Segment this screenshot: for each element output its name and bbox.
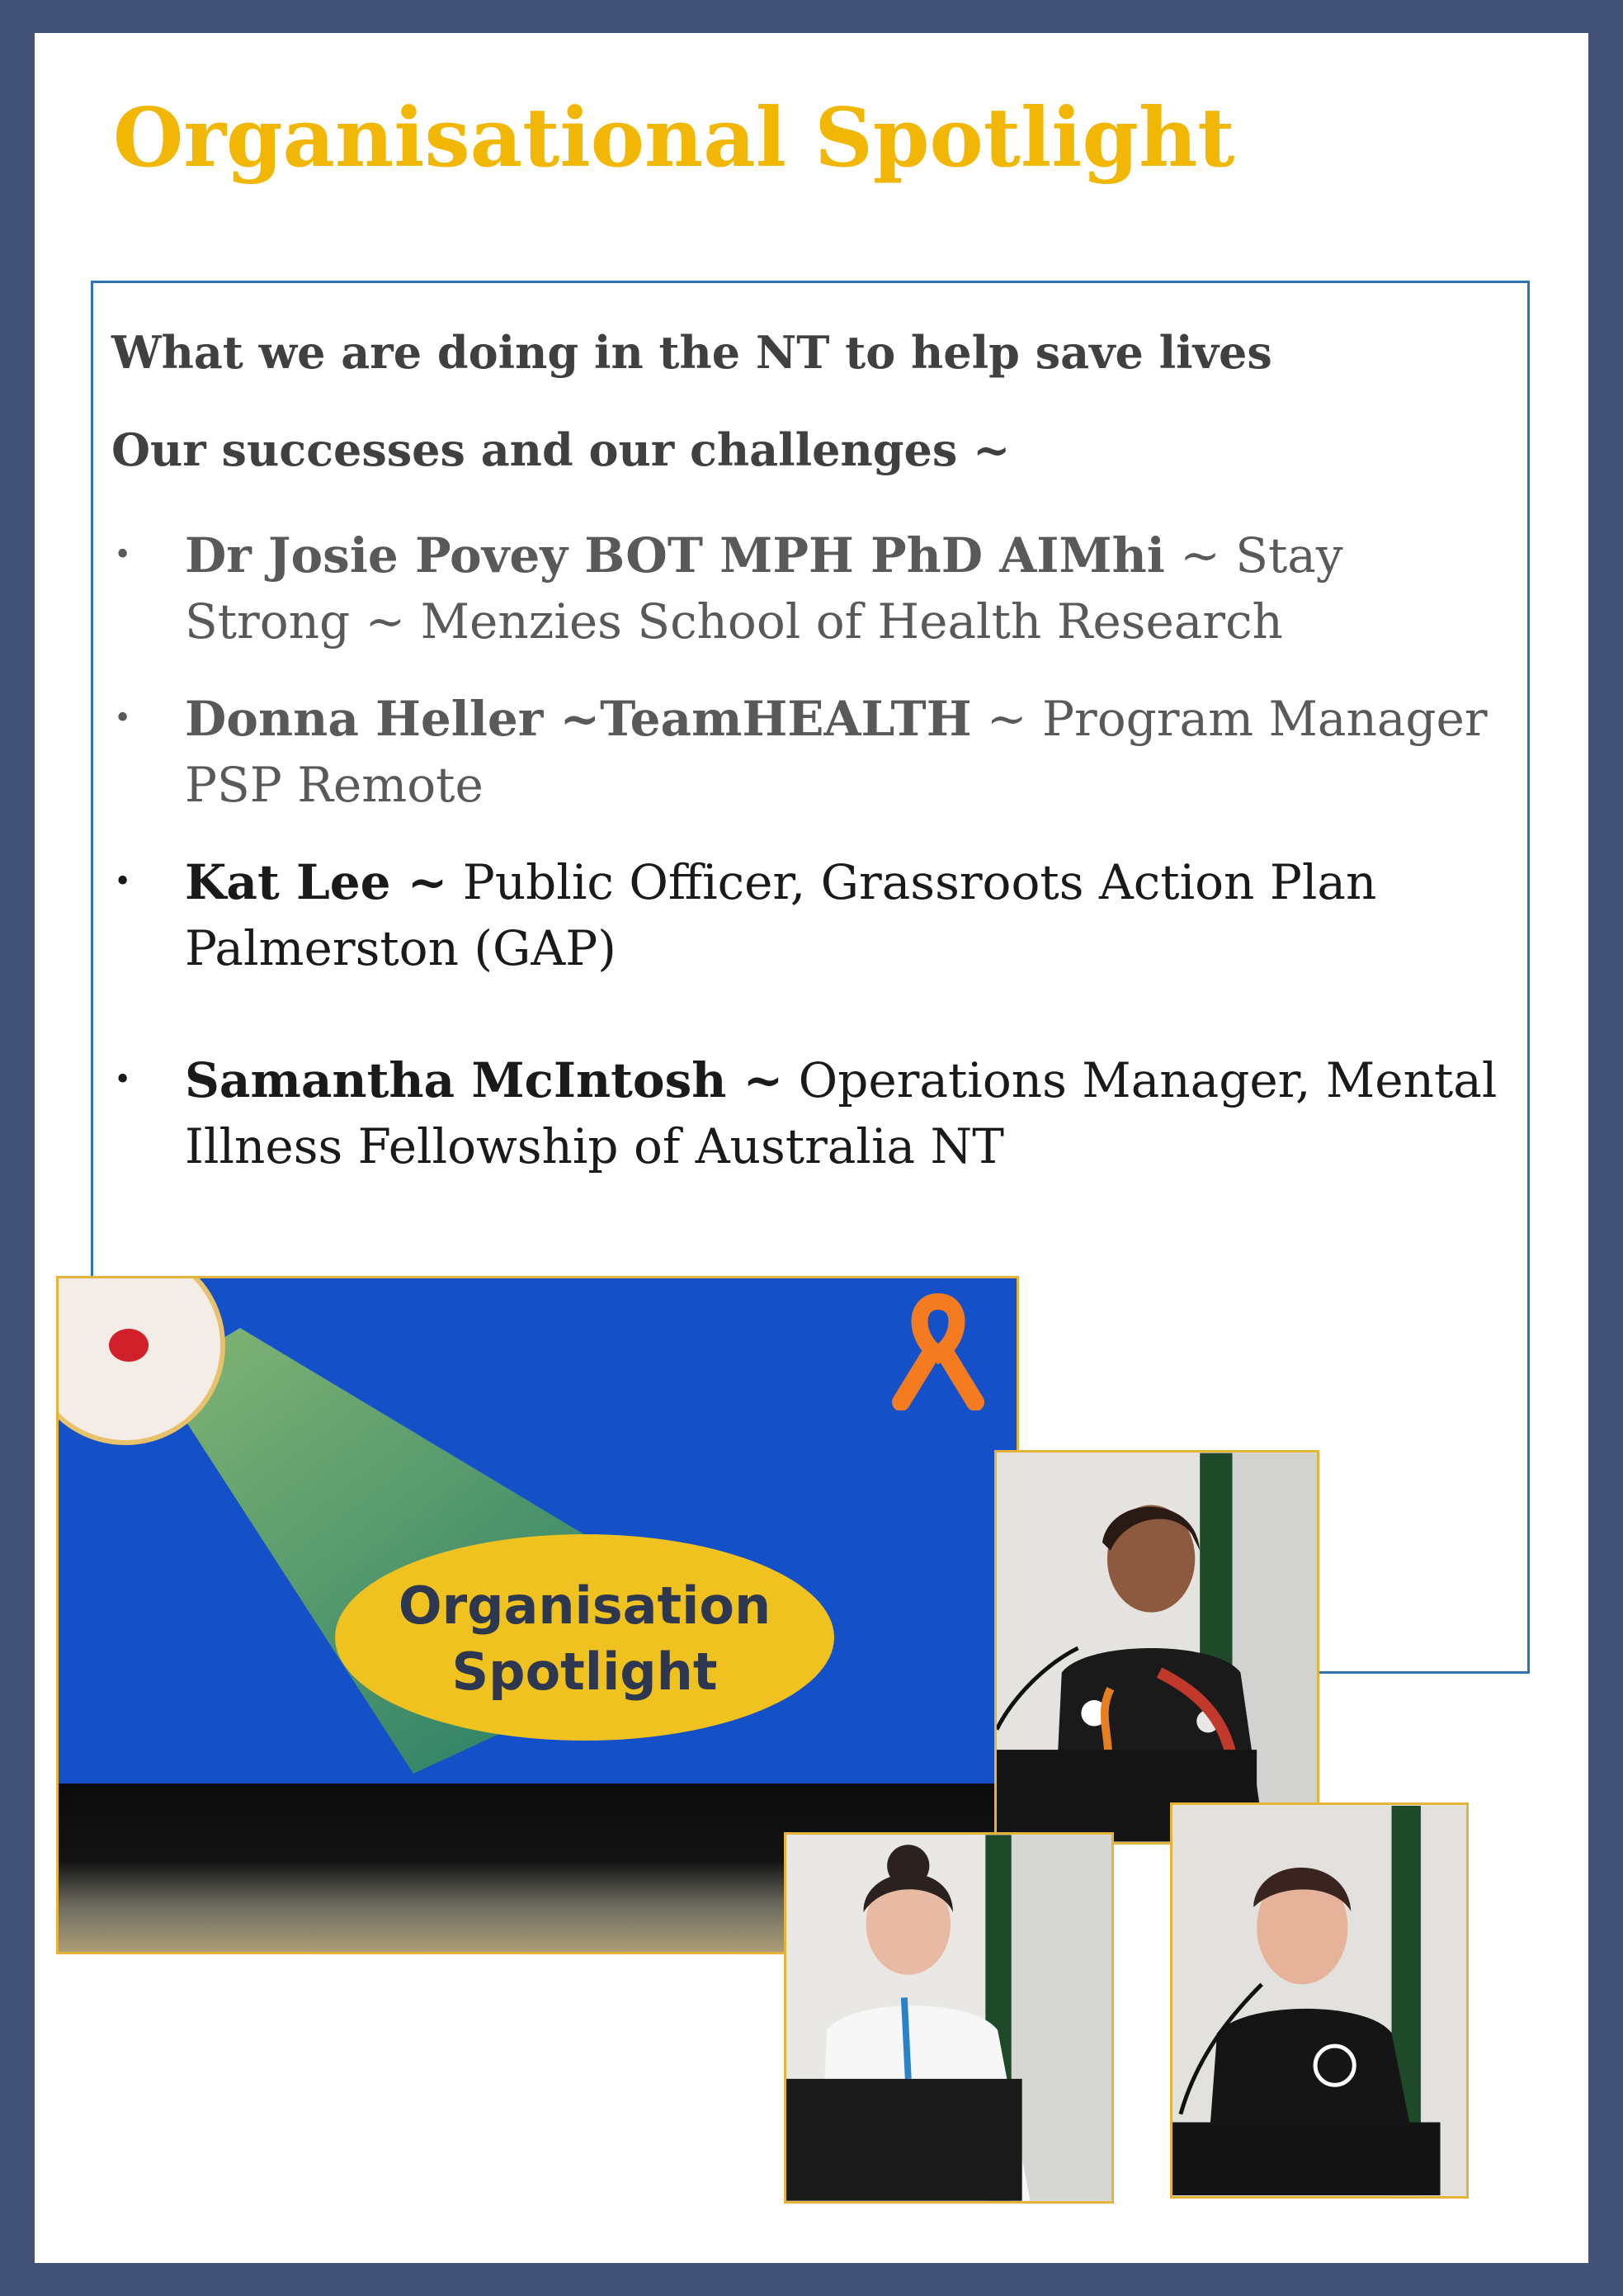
speaker-details: ~ Program Manager PSP Remote — [185, 691, 1488, 813]
list-item — [114, 522, 1522, 654]
speaker-photo-1 — [994, 1450, 1319, 1845]
bullet: • — [114, 538, 132, 572]
speaker-photo-2-image — [786, 1835, 1111, 2201]
speaker-details: Public Officer, Grassroots Action Plan Palmerston (GAP) — [185, 854, 1377, 976]
list-item — [114, 1047, 1522, 1179]
rose-icon — [109, 1329, 149, 1362]
speaker-details: Operations Manager, Mental Illness Fellowship of Australia NT — [185, 1052, 1498, 1174]
awareness-ribbon-icon — [876, 1287, 1000, 1410]
list-item — [114, 849, 1522, 981]
speaker-name: Donna Heller ~TeamHEALTH — [185, 691, 972, 747]
speaker-photo-3 — [1170, 1802, 1469, 2199]
bullet: • — [114, 1063, 132, 1097]
list-item — [114, 686, 1522, 818]
speaker-name: Kat Lee ~ — [185, 854, 448, 910]
speaker-name: Samantha McIntosh ~ — [185, 1052, 784, 1108]
slide-text-line2: Spotlight — [451, 1642, 718, 1702]
heading-save-lives: What we are doing in the NT to help save lives — [111, 326, 1272, 379]
spotlight-ellipse — [335, 1534, 834, 1741]
heading-successes: Our successes and our challenges ~ — [111, 423, 1011, 476]
speaker-photo-2 — [784, 1832, 1114, 2204]
page-title: Organisational Spotlight — [113, 91, 1235, 186]
bullet: • — [114, 702, 132, 735]
speaker-photo-1-image — [997, 1453, 1317, 1842]
speaker-details: ~ Stay Strong ~ Menzies School of Health Research — [185, 527, 1343, 650]
speaker-photo-3-image — [1172, 1805, 1466, 2196]
bullet: • — [114, 865, 132, 899]
speaker-name: Dr Josie Povey BOT MPH PhD AIMhi — [185, 527, 1165, 583]
slide-text-line1: Organisation — [398, 1576, 771, 1636]
